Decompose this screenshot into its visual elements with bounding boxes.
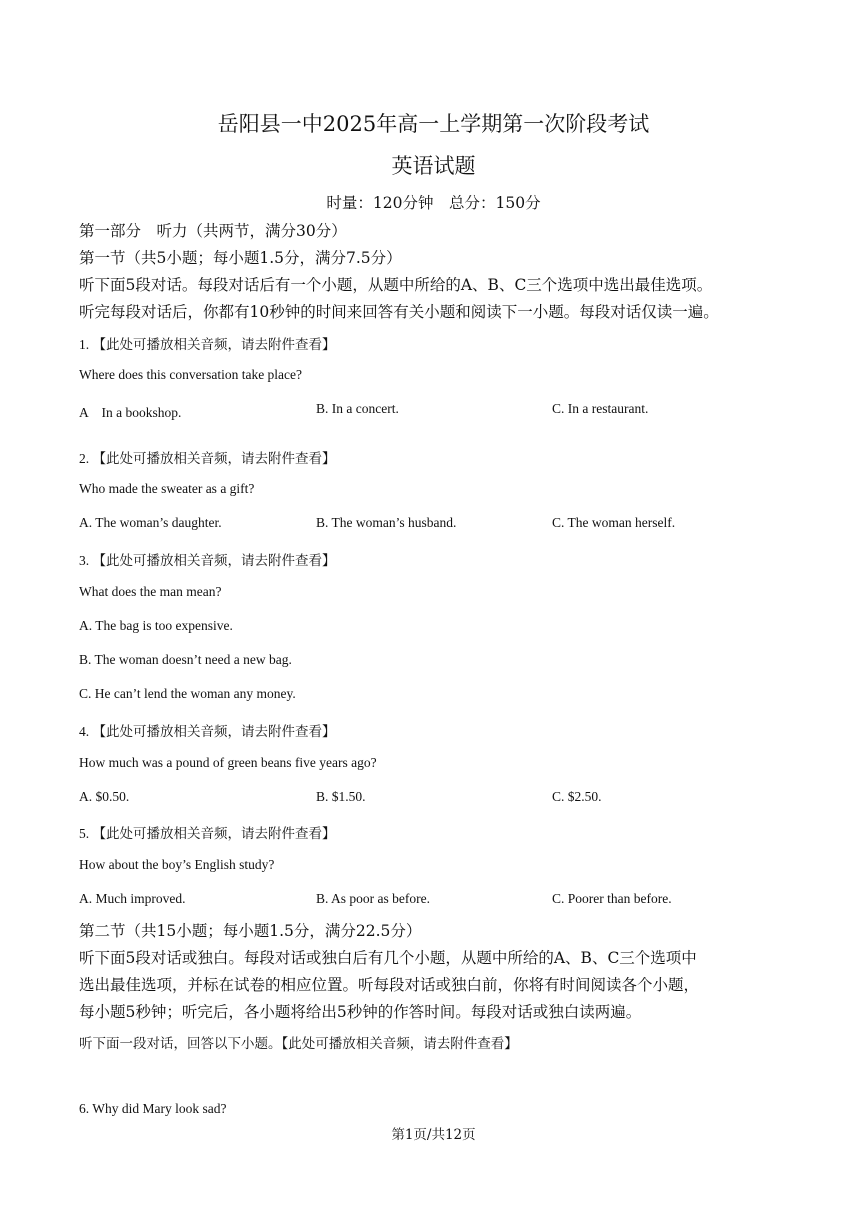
option-b[interactable]: B. As poor as before. bbox=[316, 891, 430, 906]
question-number: 5. bbox=[79, 826, 90, 841]
question-audio-line bbox=[79, 447, 336, 467]
exam-meta: 时量：120分钟 总分：150分 bbox=[326, 194, 541, 212]
option-c[interactable]: C. The woman herself. bbox=[552, 515, 676, 530]
section2-instruction: 选出最佳选项，并标在试卷的相应位置。听每段对话或独白前，你将有时间阅读各个小题， bbox=[79, 976, 700, 994]
option-a[interactable]: A. $0.50. bbox=[79, 789, 130, 804]
option-c[interactable]: C. Poorer than before. bbox=[552, 891, 672, 906]
question-stem: 6. Why did Mary look sad? bbox=[79, 1101, 227, 1116]
option-c[interactable]: C. $2.50. bbox=[552, 789, 602, 804]
audio-link[interactable]: 【此处可播放相关音频，请去附件查看】 bbox=[92, 826, 336, 842]
option-b[interactable]: B. The woman doesn’t need a new bag. bbox=[79, 652, 292, 667]
section1-instruction: 听完每段对话后，你都有10秒钟的时间来回答有关小题和阅读下一小题。每段对话仅读一遍。 bbox=[79, 303, 719, 321]
audio-link[interactable]: 【此处可播放相关音频，请去附件查看】 bbox=[92, 553, 336, 569]
question-stem: How about the boy’s English study? bbox=[79, 857, 275, 872]
section2-heading: 第二节（共15小题；每小题1.5分，满分22.5分） bbox=[79, 922, 422, 940]
section1-instruction: 听下面5段对话。每段对话后有一个小题，从题中所给的A、B、C三个选项中选出最佳选项。 bbox=[79, 276, 713, 294]
section1-heading: 第一节（共5小题；每小题1.5分，满分7.5分） bbox=[79, 249, 402, 267]
exam-subtitle: 英语试题 bbox=[391, 154, 476, 178]
question-stem: What does the man mean? bbox=[79, 584, 222, 599]
option-a[interactable]: A. The woman’s daughter. bbox=[79, 515, 222, 530]
section2-instruction: 听下面5段对话或独白。每段对话或独白后有几个小题，从题中所给的A、B、C三个选项中 bbox=[79, 949, 697, 967]
audio-link[interactable]: 【此处可播放相关音频，请去附件查看】 bbox=[92, 451, 336, 467]
question-audio-line bbox=[79, 822, 336, 842]
part1-heading: 第一部分 听力（共两节，满分30分） bbox=[79, 222, 347, 240]
question-audio-line bbox=[79, 549, 336, 569]
page-footer: 第1页/共12页 bbox=[391, 1127, 476, 1143]
question-stem: How much was a pound of green beans five years ago? bbox=[79, 755, 377, 770]
question-audio-line bbox=[79, 720, 336, 740]
option-a[interactable]: A. Much improved. bbox=[79, 891, 186, 906]
question-number: 1. bbox=[79, 337, 90, 352]
section2-instruction: 每小题5秒钟；听完后，各小题将给出5秒钟的作答时间。每段对话或独白读两遍。 bbox=[79, 1003, 642, 1021]
option-a[interactable]: A In a bookshop. bbox=[79, 405, 182, 420]
question-audio-line bbox=[79, 333, 336, 353]
option-b[interactable]: B. The woman’s husband. bbox=[316, 515, 457, 530]
question-stem: Who made the sweater as a gift? bbox=[79, 481, 255, 496]
audio-link[interactable]: 【此处可播放相关音频，请去附件查看】 bbox=[92, 724, 336, 740]
dialog-audio-note[interactable]: 听下面一段对话，回答以下小题。【此处可播放相关音频，请去附件查看】 bbox=[79, 1036, 518, 1052]
option-c[interactable]: C. In a restaurant. bbox=[552, 401, 649, 416]
question-stem: Where does this conversation take place? bbox=[79, 367, 303, 382]
exam-title: 岳阳县一中2025年高一上学期第一次阶段考试 bbox=[217, 112, 650, 136]
question-number: 4. bbox=[79, 724, 90, 739]
option-b[interactable]: B. In a concert. bbox=[316, 401, 399, 416]
option-a[interactable]: A. The bag is too expensive. bbox=[79, 618, 233, 633]
option-b[interactable]: B. $1.50. bbox=[316, 789, 366, 804]
question-number: 2. bbox=[79, 451, 90, 466]
option-c[interactable]: C. He can’t lend the woman any money. bbox=[79, 686, 296, 701]
question-number: 3. bbox=[79, 553, 90, 568]
audio-link[interactable]: 【此处可播放相关音频，请去附件查看】 bbox=[92, 337, 336, 353]
